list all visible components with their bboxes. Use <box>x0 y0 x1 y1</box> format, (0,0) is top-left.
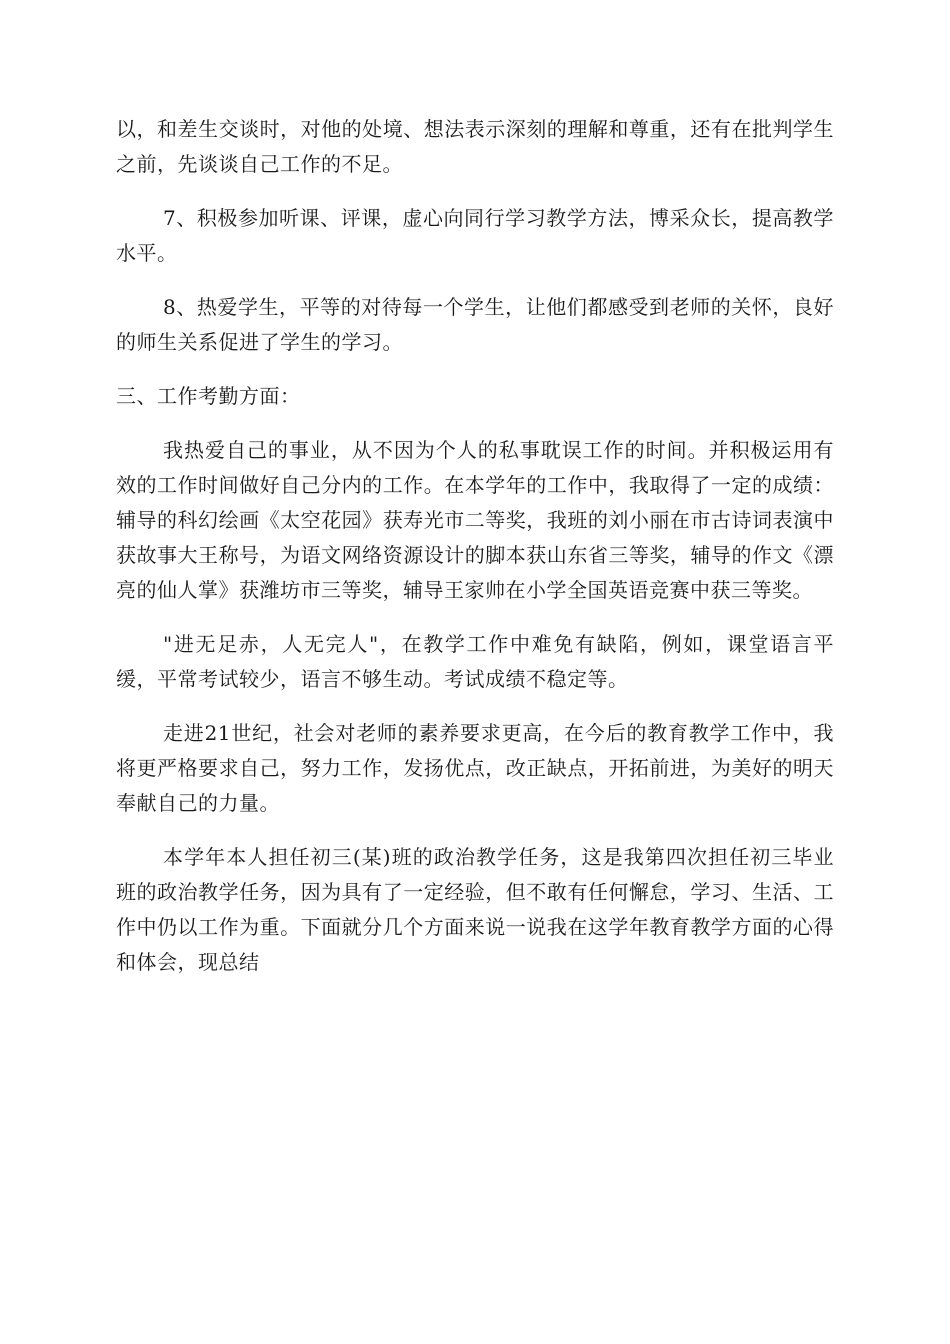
document-body <box>116 112 834 999</box>
paragraph-item-8: 8、热爱学生，平等的对待每一个学生，让他们都感受到老师的关怀，良好的师生关系促进了学生的学习。 <box>116 295 834 354</box>
paragraph-item-7: 7、积极参加听课、评课，虚心向同行学习教学方法，博采众长，提高教学水平。 <box>116 206 834 265</box>
paragraph-future: 走进21世纪，社会对老师的素养要求更高，在今后的教育教学工作中，我将更严格要求自己，努力工作，发扬优点，改正缺点，开拓前进，为美好的明天奉献自己的力量。 <box>116 721 834 815</box>
paragraph-continuation: 以，和差生交谈时，对他的处境、想法表示深刻的理解和尊重，还有在批判学生之前，先谈谈自己工作的不足。 <box>116 117 834 176</box>
paragraph-summary-intro: 本学年本人担任初三(某)班的政治教学任务，这是我第四次担任初三毕业班的政治教学任务，因为具有了一定经验，但不敢有任何懈怠，学习、生活、工作中仍以工作为重。下面就分几个方面来说一说我在这学年教育教学方面的心得和体会，现总结 <box>116 845 834 974</box>
paragraph-achievements: 我热爱自己的事业，从不因为个人的私事耽误工作的时间。并积极运用有效的工作时间做好自己分内的工作。在本学年的工作中，我取得了一定的成绩：辅导的科幻绘画《太空花园》获寿光市二等奖，我班的刘小丽在市古诗词表演中获故事大王称号，为语文网络资源设计的脚本获山东省三等奖，辅导的作文《漂亮的仙人掌》获潍坊市三等奖，辅导王家帅在小学全国英语竞赛中获三等奖。 <box>116 438 834 602</box>
paragraph-shortcomings: "进无足赤，人无完人"，在教学工作中难免有缺陷，例如，课堂语言平缓，平常考试较少，语言不够生动。考试成绩不稳定等。 <box>116 632 834 691</box>
section-heading-attendance: 三、工作考勤方面： <box>116 384 301 408</box>
